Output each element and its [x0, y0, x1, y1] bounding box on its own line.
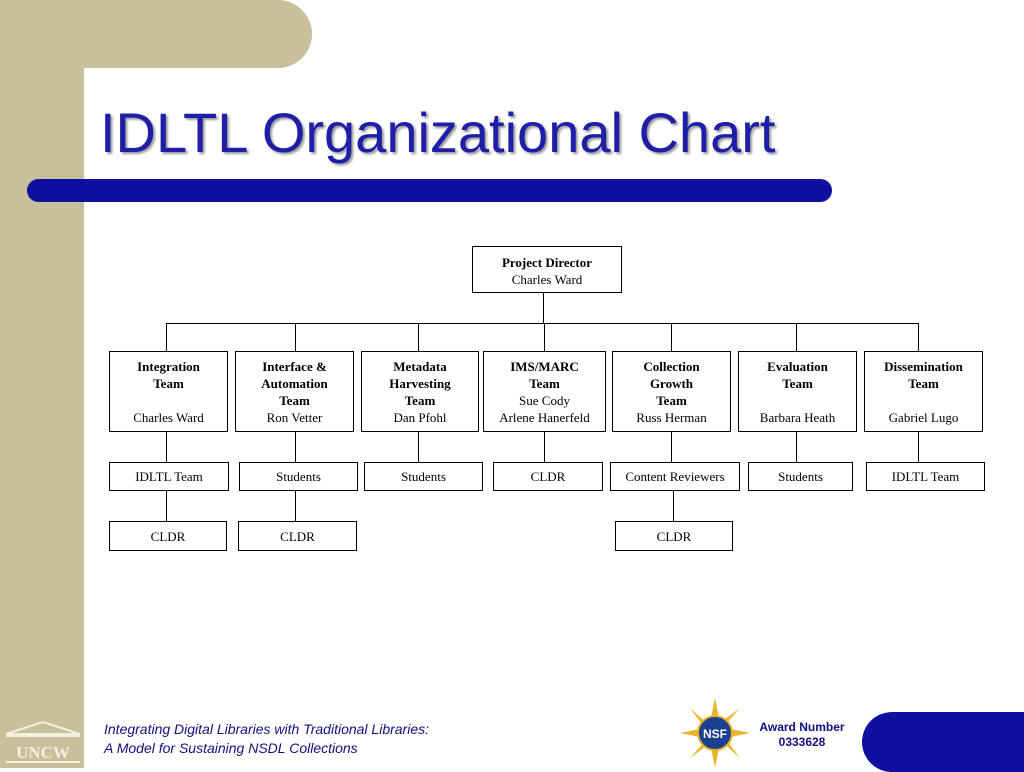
team-member-line	[739, 392, 856, 409]
team-member-line	[110, 392, 227, 409]
team-member-line: Arlene Hanerfeld	[499, 410, 590, 425]
team-title-line: Interface &	[262, 359, 327, 374]
team-member-line: Barbara Heath	[759, 410, 836, 425]
team-title-line: Team	[782, 376, 813, 391]
team-member-line: Russ Herman	[636, 410, 707, 425]
team-member-line: Ron Vetter	[266, 410, 323, 425]
award-info	[752, 720, 852, 750]
award-number: 0333628	[778, 735, 826, 749]
team-box-interface-automation	[235, 351, 354, 432]
connector-team-2	[295, 323, 296, 351]
connector-horizontal-main	[166, 323, 918, 324]
child-box: CLDR	[615, 521, 733, 551]
bottom-right-tab	[862, 712, 1024, 772]
team-title-line: Dissemination	[884, 359, 963, 374]
child-box: Students	[364, 462, 483, 491]
connector-team-5-grandchild	[673, 491, 674, 522]
connector-team-5-child	[671, 431, 672, 463]
child-box: IDLTL Team	[866, 462, 985, 491]
connector-team-3	[418, 323, 419, 351]
connector-team-1	[166, 323, 167, 351]
team-member-line: Gabriel Lugo	[888, 410, 959, 425]
connector-director-down	[543, 292, 544, 323]
team-title-line: Integration	[137, 359, 200, 374]
team-title-line: Growth	[649, 376, 694, 391]
connector-team-1-grandchild	[166, 491, 167, 522]
team-title-line: Team	[153, 376, 184, 391]
team-box-collection-growth	[612, 351, 731, 432]
connector-team-3-child	[418, 431, 419, 463]
nsf-seal-icon	[680, 698, 750, 768]
child-box: CLDR	[109, 521, 227, 551]
child-box: Students	[748, 462, 853, 491]
team-title-line: Team	[404, 393, 436, 408]
child-box: CLDR	[238, 521, 357, 551]
team-title-line: Team	[279, 393, 310, 408]
team-box-evaluation	[738, 351, 857, 432]
connector-team-1-child	[166, 431, 167, 463]
team-member-line: Dan Pfohl	[393, 410, 447, 425]
team-title-line: Metadata	[393, 359, 447, 374]
footer-line-1: Integrating Digital Libraries with Traditional Libraries:	[104, 721, 430, 737]
connector-team-6	[796, 323, 797, 351]
team-title-line: Automation	[261, 376, 328, 391]
team-title-line: Team	[529, 376, 560, 391]
team-title-line: Harvesting	[389, 376, 451, 391]
footer-project-title	[104, 720, 429, 758]
team-title-line: Collection	[643, 359, 700, 374]
title-underline-bar	[27, 179, 832, 202]
child-box: CLDR	[493, 462, 603, 491]
project-director-name: Charles Ward	[511, 272, 583, 287]
connector-team-4-child	[544, 431, 545, 463]
team-title-line: IMS/MARC	[510, 359, 579, 374]
connector-team-7-child	[918, 431, 919, 463]
uncw-logo	[2, 720, 84, 766]
team-member-line	[865, 392, 982, 409]
team-member-line: Charles Ward	[133, 410, 204, 425]
project-director-box	[472, 246, 622, 293]
team-box-metadata-harvesting	[361, 351, 479, 432]
footer-line-2: A Model for Sustaining NSDL Collections	[104, 740, 358, 756]
team-member-line: Sue Cody	[519, 393, 570, 408]
connector-team-2-child	[295, 431, 296, 463]
project-director-title: Project Director	[501, 255, 593, 270]
connector-team-2-grandchild	[295, 491, 296, 522]
team-title-line: Team	[908, 376, 939, 391]
connector-team-7	[918, 323, 919, 351]
svg-text:NSF: NSF	[703, 727, 727, 741]
slide-title: IDLTL Organizational Chart	[100, 101, 776, 164]
child-box: Content Reviewers	[610, 462, 740, 491]
team-title-line: Evaluation	[767, 359, 828, 374]
left-side-bar	[0, 0, 84, 768]
connector-team-6-child	[796, 431, 797, 463]
team-box-ims-marc	[483, 351, 606, 432]
award-label: Award Number	[759, 720, 845, 734]
connector-team-4	[544, 323, 545, 351]
top-left-tab	[0, 0, 312, 68]
team-box-dissemination	[864, 351, 983, 432]
svg-text:UNCW: UNCW	[16, 743, 70, 762]
child-box: Students	[239, 462, 358, 491]
child-box: IDLTL Team	[109, 462, 229, 491]
team-box-integration	[109, 351, 228, 432]
team-title-line: Team	[656, 393, 687, 408]
connector-team-5	[671, 323, 672, 351]
